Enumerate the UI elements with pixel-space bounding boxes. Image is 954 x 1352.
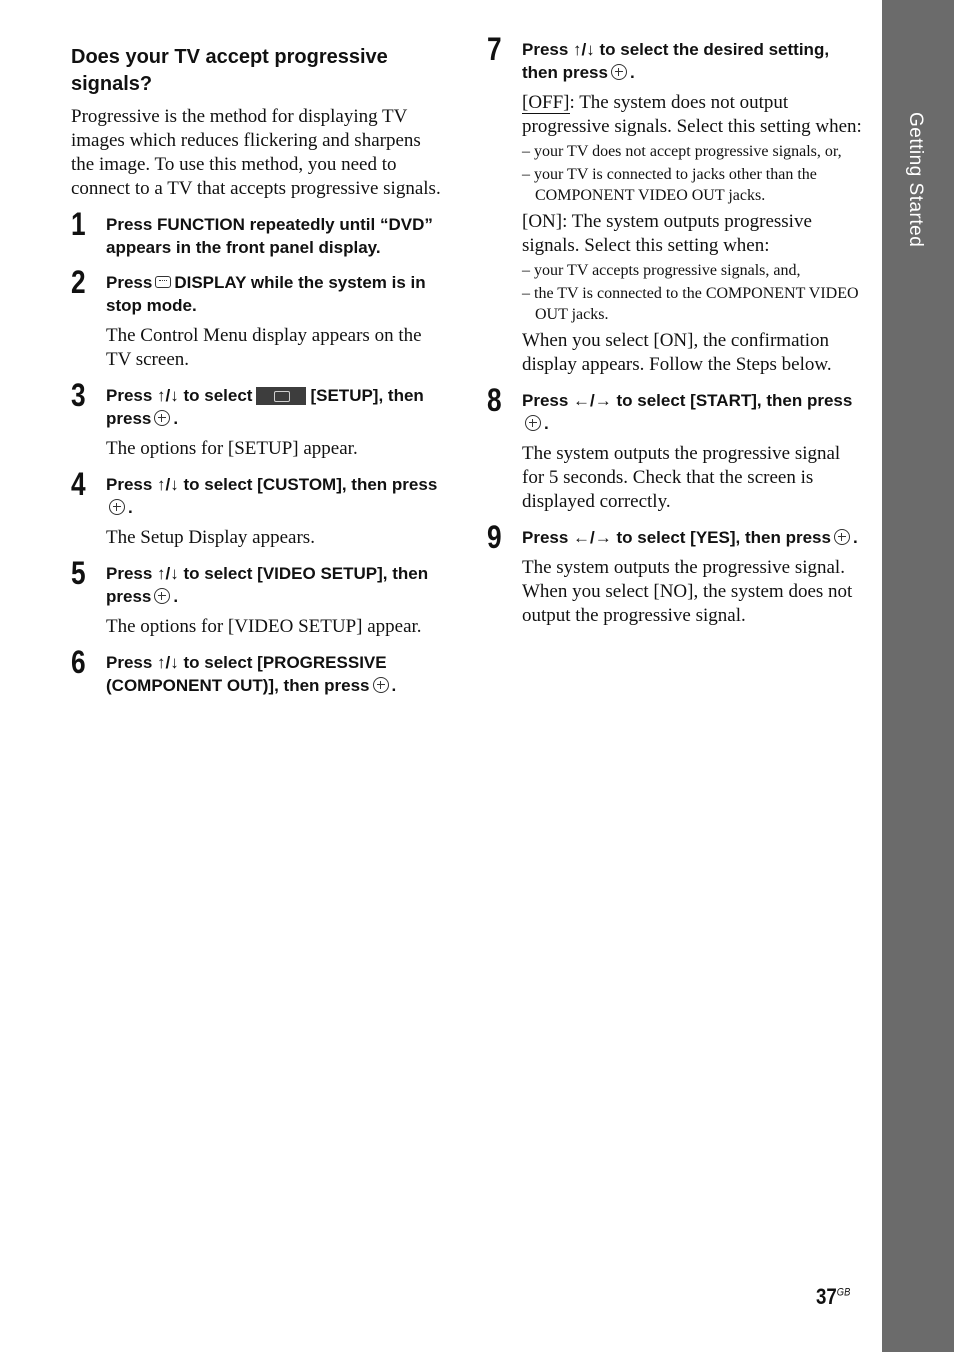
step-number: 9: [487, 519, 502, 555]
instruction-text: DISPLAY while the system is in stop mode.: [106, 273, 426, 315]
off-option-label: [OFF]: [522, 92, 570, 113]
step-6: [71, 644, 447, 697]
step-instruction: Press ↑/↓ to select the desired setting, then press .: [522, 40, 830, 82]
step-7: [487, 31, 862, 377]
left-column: [71, 44, 447, 697]
step-description: The system outputs the progressive signal for 5 seconds. Check that the screen is displayed correctly.: [522, 443, 841, 512]
enter-icon: [525, 415, 541, 431]
off-text: : The system does not output progressive signals. Select this setting when:: [522, 92, 862, 137]
on-condition-item: – your TV accepts progressive signals, and,: [522, 262, 801, 279]
step-9: [487, 519, 862, 628]
enter-icon: [154, 588, 170, 604]
step-instruction: Press FUNCTION repeatedly until “DVD” appears in the front panel display.: [106, 215, 433, 257]
step-number: 2: [71, 264, 86, 300]
step-4: [71, 466, 447, 550]
step-number: 3: [71, 377, 86, 413]
step-2: [71, 264, 447, 372]
instruction-text: Press ←/→ to select [YES], then press: [522, 528, 831, 547]
instruction-text: Press ↑/↓ to select [CUSTOM], then press: [106, 475, 438, 494]
step-instruction: Press ↑/↓ to select [VIDEO SETUP], then press .: [106, 564, 429, 606]
step-instruction: Press ←/→ to select [START], then press.: [522, 391, 853, 433]
instruction-text: Press: [106, 273, 153, 292]
step-description: The options for [SETUP] appear.: [106, 438, 358, 459]
page-number: [816, 1284, 850, 1310]
step-description: The Setup Display appears.: [106, 527, 315, 548]
on-description: [ON]: The system outputs progressive signals. Select this setting when:: [522, 211, 812, 256]
step-instruction: [106, 271, 447, 317]
section-tab-label: Getting Started: [905, 112, 926, 248]
step-number: 6: [71, 644, 86, 680]
step-instruction: Press ↑/↓ to select [CUSTOM], then press.: [106, 475, 438, 517]
step-number: 8: [487, 382, 502, 418]
intro-paragraph: Progressive is the method for displaying TV images which reduces flickering and sharpens the image. To use this method, you need to connect to a TV that accepts progressive signals.: [71, 106, 441, 199]
off-description: [522, 91, 862, 139]
instruction-text: Press ↑/↓ to select [VIDEO SETUP], then press: [106, 564, 429, 606]
enter-icon: [834, 529, 850, 545]
page-number-suffix: GB: [836, 1286, 851, 1299]
step-instruction: Press ←/→ to select [YES], then press .: [522, 528, 858, 547]
step-8: [487, 382, 862, 514]
page-number-value: 37: [816, 1284, 837, 1309]
step-instruction: Press ↑/↓ to select [PROGRESSIVE (COMPONENT OUT)], then press .: [106, 653, 397, 695]
enter-icon: [373, 677, 389, 693]
step-number: 7: [487, 31, 502, 67]
display-icon: [155, 276, 171, 288]
step-3: [71, 377, 447, 461]
instruction-text: Press ↑/↓ to select [PROGRESSIVE (COMPONENT OUT)], then press: [106, 653, 387, 695]
off-condition-item: – your TV is connected to jacks other than the COMPONENT VIDEO OUT jacks.: [522, 166, 817, 204]
enter-icon: [154, 410, 170, 426]
step-number: 5: [71, 555, 86, 591]
instruction-text: [SETUP], then press: [106, 386, 424, 428]
step-5: [71, 555, 447, 639]
enter-icon: [611, 64, 627, 80]
confirmation-note: When you select [ON], the confirmation display appears. Follow the Steps below.: [522, 330, 832, 375]
step-description: The options for [VIDEO SETUP] appear.: [106, 616, 422, 637]
instruction-text: Press ←/→ to select [START], then press: [522, 391, 853, 410]
step-description: The system outputs the progressive signal. When you select [NO], the system does not output the progressive signal.: [522, 557, 853, 626]
off-condition-item: – your TV does not accept progressive signals, or,: [522, 143, 842, 160]
instruction-text: Press ↑/↓ to select the desired setting, then press: [522, 40, 830, 82]
instruction-text: Press ↑/↓ to select: [106, 386, 253, 405]
step-number: 4: [71, 466, 86, 502]
setup-toolbox-icon: [256, 387, 306, 405]
section-heading: Does your TV accept progressive signals?: [71, 46, 388, 95]
step-number: 1: [71, 206, 86, 242]
on-condition-item: – the TV is connected to the COMPONENT VIDEO OUT jacks.: [522, 285, 859, 323]
step-instruction: Press ↑/↓ to select [SETUP], then press .: [106, 386, 424, 428]
enter-icon: [109, 499, 125, 515]
step-1: [71, 206, 447, 259]
right-column: [487, 31, 862, 628]
step-description: The Control Menu display appears on the TV screen.: [106, 325, 422, 370]
